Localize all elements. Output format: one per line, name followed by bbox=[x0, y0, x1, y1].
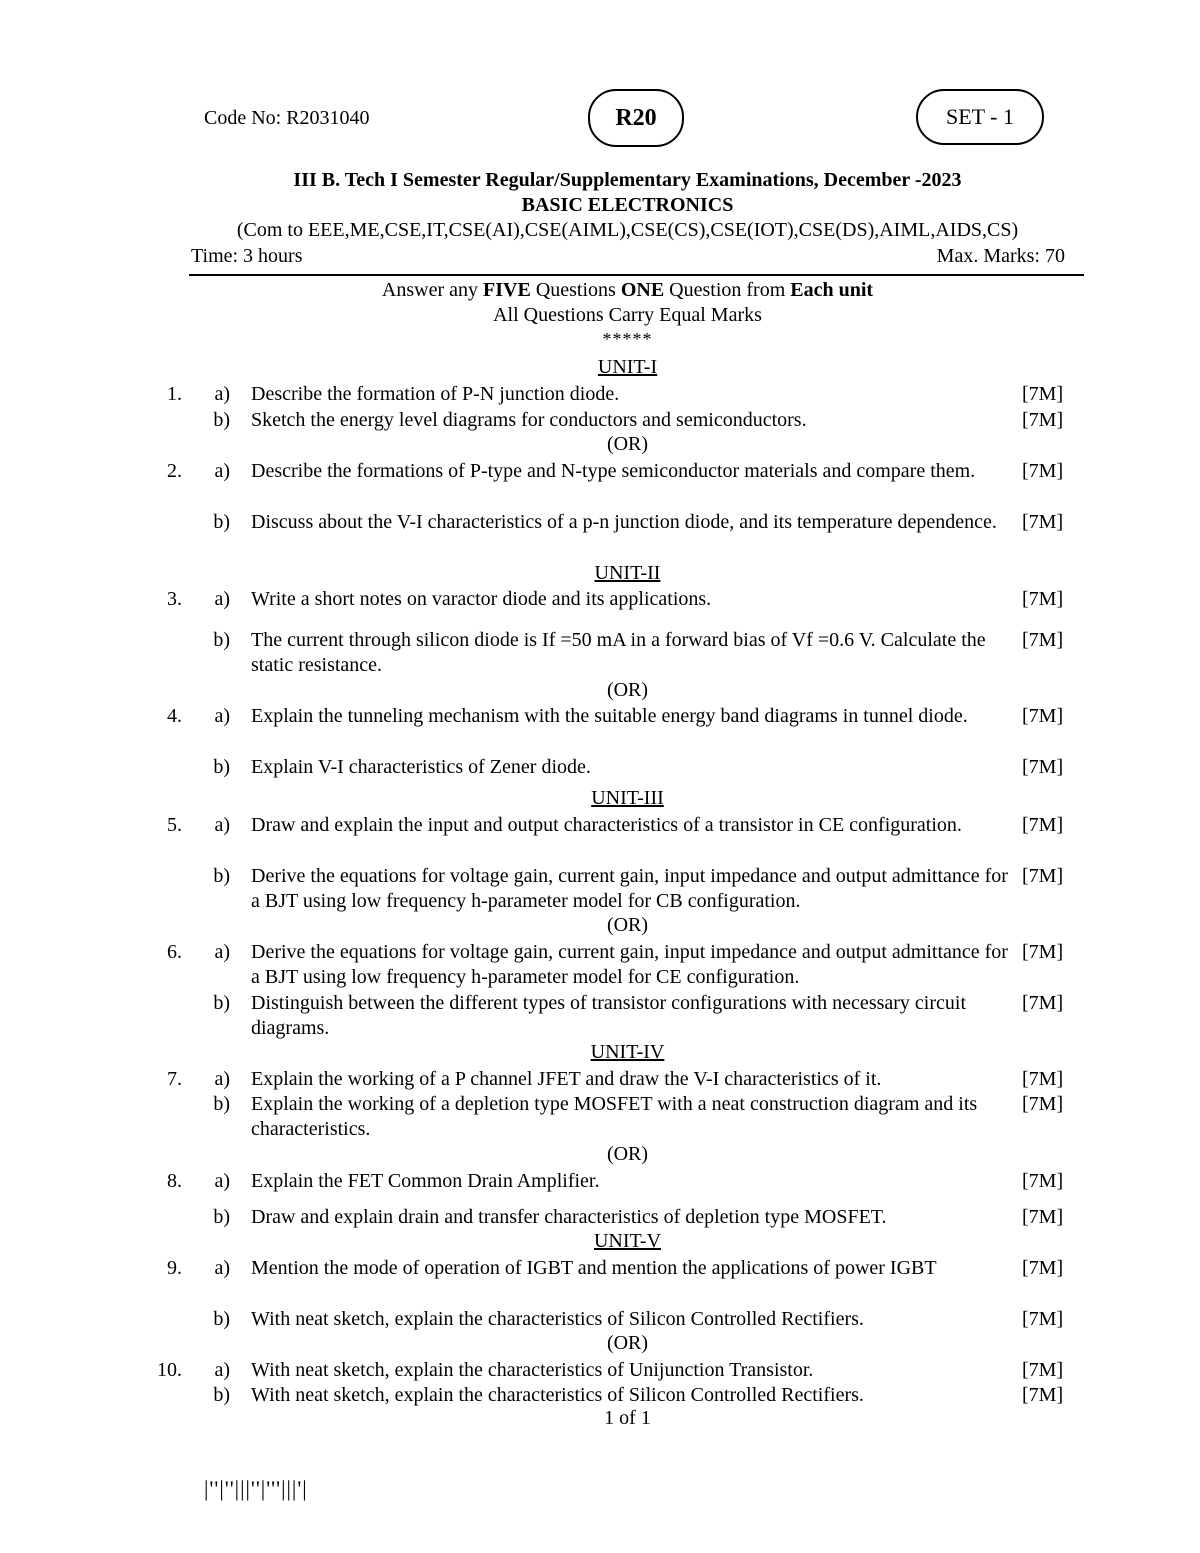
unit-heading: UNIT-I bbox=[597, 356, 658, 378]
question-text: Derive the equations for voltage gain, current gain, input impedance and output admittance for a BJT using low frequency h-parameter model for CB configuration. bbox=[251, 865, 1008, 912]
question-marks: [7M] bbox=[1022, 865, 1064, 887]
question-marks: [7M] bbox=[1022, 511, 1064, 533]
question-marks: [7M] bbox=[1022, 409, 1064, 431]
question-marks: [7M] bbox=[1022, 383, 1064, 405]
question-part: a) bbox=[214, 1359, 230, 1381]
question-text: Write a short notes on varactor diode and its applications. bbox=[251, 588, 712, 610]
question-number: 1. bbox=[167, 383, 182, 405]
or-separator: (OR) bbox=[606, 1143, 649, 1165]
question-text: Draw and explain the input and output characteristics of a transistor in CE configuration. bbox=[251, 814, 962, 836]
question-marks: [7M] bbox=[1022, 629, 1064, 651]
header-divider bbox=[189, 274, 1084, 276]
max-marks: Max. Marks: 70 bbox=[936, 245, 1065, 267]
question-part: b) bbox=[213, 1384, 230, 1406]
question-number: 4. bbox=[167, 705, 182, 727]
code-number: Code No: R2031040 bbox=[204, 107, 370, 129]
question-part: b) bbox=[213, 511, 230, 533]
question-part: a) bbox=[214, 1170, 230, 1192]
question-part: b) bbox=[213, 1093, 230, 1115]
question-marks: [7M] bbox=[1022, 814, 1064, 836]
set-badge: SET - 1 bbox=[916, 89, 1044, 145]
question-marks: [7M] bbox=[1022, 1093, 1064, 1115]
question-text: Explain the tunneling mechanism with the suitable energy band diagrams in tunnel diode. bbox=[251, 705, 968, 727]
question-marks: [7M] bbox=[1022, 1206, 1064, 1228]
question-marks: [7M] bbox=[1022, 588, 1064, 610]
subject-title: BASIC ELECTRONICS bbox=[521, 194, 734, 216]
question-part: a) bbox=[214, 1068, 230, 1090]
instruction-line-2: All Questions Carry Equal Marks bbox=[493, 304, 762, 326]
question-part: b) bbox=[213, 756, 230, 778]
question-text: With neat sketch, explain the characteristics of Unijunction Transistor. bbox=[251, 1359, 814, 1381]
question-part: b) bbox=[213, 1206, 230, 1228]
question-marks: [7M] bbox=[1022, 705, 1064, 727]
question-marks: [7M] bbox=[1022, 1170, 1064, 1192]
question-part: a) bbox=[214, 814, 230, 836]
question-part: a) bbox=[214, 588, 230, 610]
question-part: b) bbox=[213, 409, 230, 431]
question-marks: [7M] bbox=[1022, 992, 1064, 1014]
question-number: 8. bbox=[167, 1170, 182, 1192]
or-separator: (OR) bbox=[606, 679, 649, 701]
or-separator: (OR) bbox=[606, 914, 649, 936]
question-text: Describe the formation of P-N junction diode. bbox=[251, 383, 620, 405]
common-to-branches: (Com to EEE,ME,CSE,IT,CSE(AI),CSE(AIML),CSE(CS),CSE(IOT),CSE(DS),AIML,AIDS,CS) bbox=[236, 219, 1019, 241]
unit-heading: UNIT-V bbox=[593, 1230, 662, 1252]
question-text: Distinguish between the different types of transistor configurations with necessary circuit diagrams. bbox=[251, 992, 966, 1039]
question-text: Discuss about the V-I characteristics of a p-n junction diode, and its temperature dependence. bbox=[251, 511, 997, 533]
question-text: Draw and explain drain and transfer characteristics of depletion type MOSFET. bbox=[251, 1206, 887, 1228]
or-separator: (OR) bbox=[606, 1332, 649, 1354]
unit-heading: UNIT-IV bbox=[590, 1041, 665, 1063]
question-number: 10. bbox=[157, 1359, 182, 1381]
question-marks: [7M] bbox=[1022, 1068, 1064, 1090]
question-part: a) bbox=[214, 383, 230, 405]
or-separator: (OR) bbox=[606, 433, 649, 455]
question-marks: [7M] bbox=[1022, 1308, 1064, 1330]
question-text: Explain the FET Common Drain Amplifier. bbox=[251, 1170, 600, 1192]
question-text: Explain V-I characteristics of Zener diode. bbox=[251, 756, 591, 778]
question-marks: [7M] bbox=[1022, 941, 1064, 963]
question-text: The current through silicon diode is If =50 mA in a forward bias of Vf =0.6 V. Calculate the static resistance. bbox=[251, 629, 986, 676]
exam-time: Time: 3 hours bbox=[191, 245, 303, 267]
unit-heading: UNIT-III bbox=[591, 787, 664, 809]
unit-heading: UNIT-II bbox=[594, 562, 661, 584]
question-part: b) bbox=[213, 629, 230, 651]
question-marks: [7M] bbox=[1022, 756, 1064, 778]
question-part: a) bbox=[214, 1257, 230, 1279]
question-number: 2. bbox=[167, 460, 182, 482]
question-text: Explain the working of a P channel JFET and draw the V-I characteristics of it. bbox=[251, 1068, 882, 1090]
question-text: Derive the equations for voltage gain, current gain, input impedance and output admittance for a BJT using low frequency h-parameter model for CE configuration. bbox=[251, 941, 1008, 988]
question-number: 9. bbox=[167, 1257, 182, 1279]
question-marks: [7M] bbox=[1022, 1384, 1064, 1406]
question-part: b) bbox=[213, 1308, 230, 1330]
exam-title: III B. Tech I Semester Regular/Supplementary Examinations, December -2023 bbox=[293, 169, 962, 191]
instruction-line-1: Answer any FIVE Questions ONE Question from Each unit bbox=[381, 279, 874, 301]
question-text: Explain the working of a depletion type MOSFET with a neat construction diagram and its characteristics. bbox=[251, 1093, 978, 1140]
question-part: a) bbox=[214, 705, 230, 727]
question-part: b) bbox=[213, 992, 230, 1014]
question-number: 3. bbox=[167, 588, 182, 610]
question-part: a) bbox=[214, 460, 230, 482]
question-number: 5. bbox=[167, 814, 182, 836]
question-marks: [7M] bbox=[1022, 1257, 1064, 1279]
question-part: a) bbox=[214, 941, 230, 963]
question-marks: [7M] bbox=[1022, 460, 1064, 482]
question-marks: [7M] bbox=[1022, 1359, 1064, 1381]
question-part: b) bbox=[213, 865, 230, 887]
regulation-badge: R20 bbox=[588, 89, 684, 147]
question-text: With neat sketch, explain the characteristics of Silicon Controlled Rectifiers. bbox=[251, 1384, 864, 1406]
page-number: 1 of 1 bbox=[604, 1407, 651, 1429]
question-number: 6. bbox=[167, 941, 182, 963]
question-text: Sketch the energy level diagrams for conductors and semiconductors. bbox=[251, 409, 807, 431]
barcode: |''|''|||''|'''|||'| bbox=[204, 1476, 308, 1501]
question-number: 7. bbox=[167, 1068, 182, 1090]
question-text: Mention the mode of operation of IGBT and mention the applications of power IGBT bbox=[251, 1257, 937, 1279]
question-text: With neat sketch, explain the characteristics of Silicon Controlled Rectifiers. bbox=[251, 1308, 864, 1330]
question-text: Describe the formations of P-type and N-type semiconductor materials and compare them. bbox=[251, 460, 976, 482]
separator-stars: ***** bbox=[602, 329, 653, 349]
